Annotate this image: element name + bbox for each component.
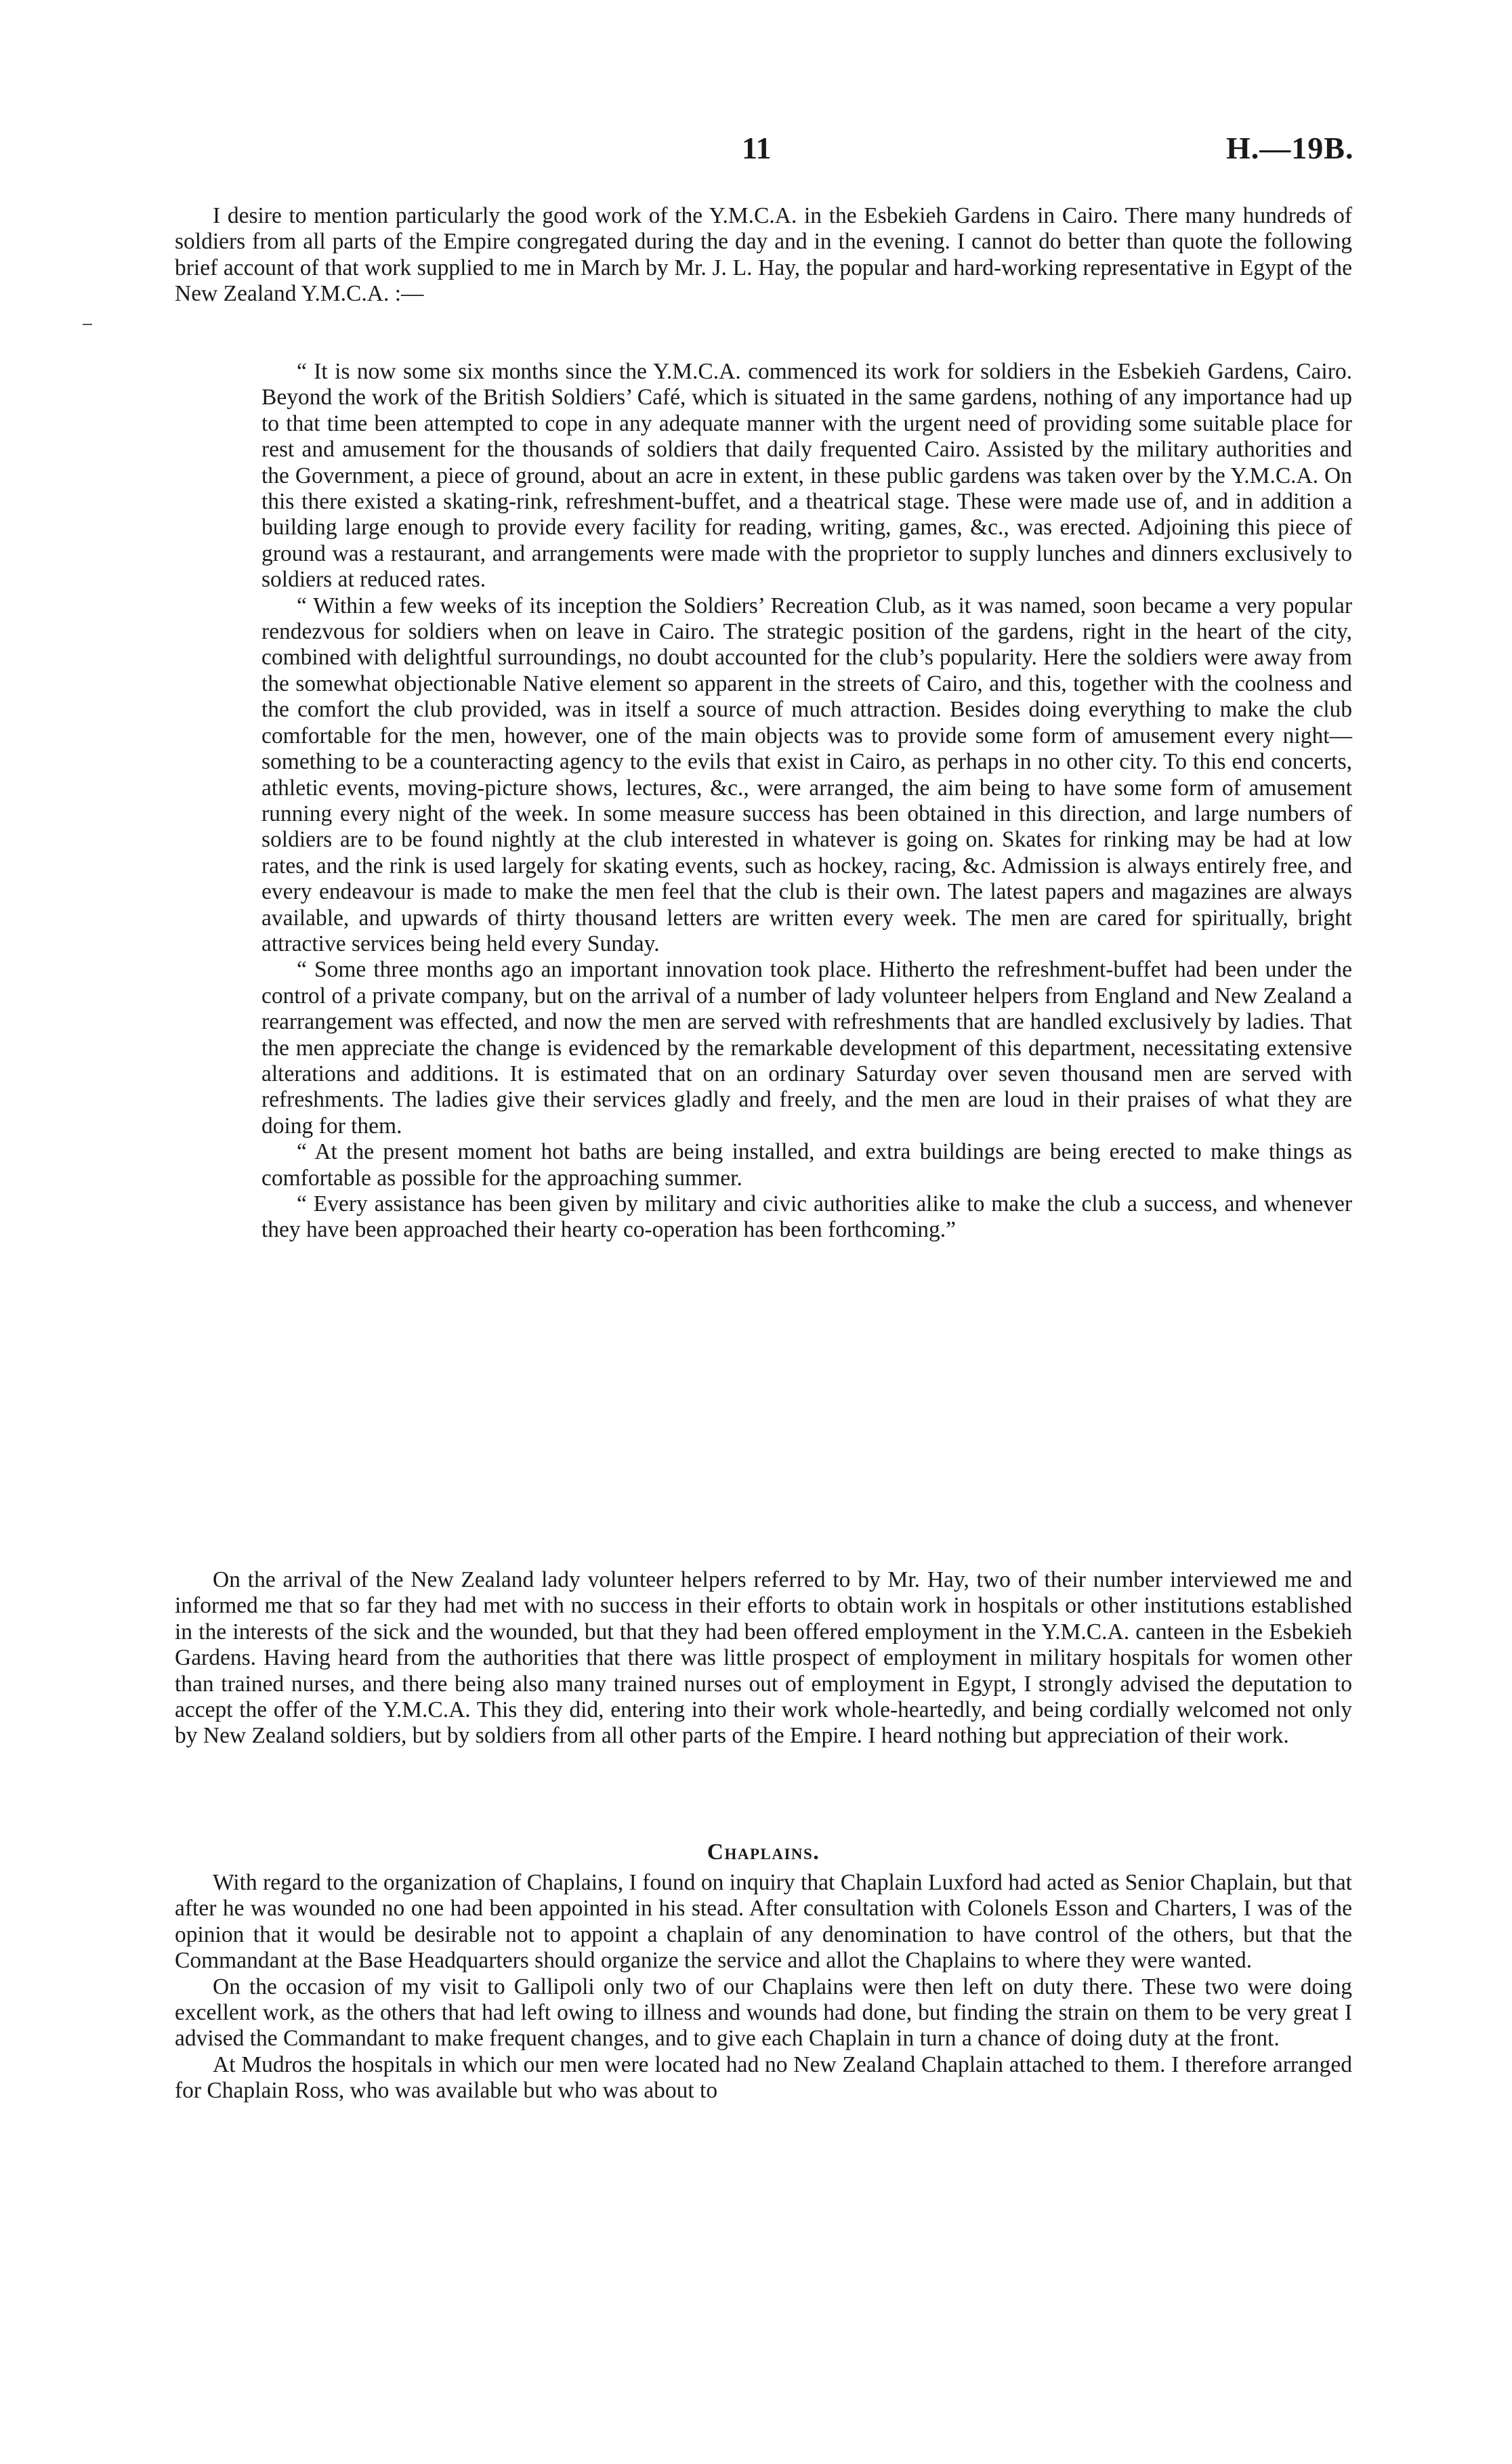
quote-paragraph: “ Within a few weeks of its inception the Soldiers’ Recreation Club, as it was named, soon became a very popular rendezvous for soldiers when on leave in Cairo. The strategic position of the gardens, right in the heart of the city, combined with delightful surroundings, no doubt accounted for the club’s popularity. Here the soldiers were away from the somewhat objectionable Native element so apparent in the streets of Cairo, and this, together with the coolness and the comfort the club provided, was in itself a source of much attraction. Besides doing everything to make the club comfortable for the men, however, one of the main objects was to provide some form of amusement every night—something to be a counteracting agency to the evils that exist in Cairo, as perhaps in no other city. To this end concerts, athletic events, moving-picture shows, lectures, &c., were arranged, the aim being to have some form of amusement running every night of the week. In some measure success has been obtained in this direction, and large numbers of soldiers are to be found nightly at the club interested in whatever is going on. Skates for rinking may be had at low rates, and the rink is used largely for skating events, such as hockey, racing, &c. Admission is always entirely free, and every endeavour is made to make the men feel that the club is their own. The latest papers and magazines are always available, and upwards of thirty thousand letters are written every week. The men are cared for spiritually, bright attractive services being held every Sunday. (261, 593, 1352, 956)
page-number: 11 (742, 131, 772, 165)
chaplains-paragraph: At Mudros the hospitals in which our men were located had no New Zealand Chaplain attached to them. I therefore arranged for Chaplain Ross, who was available but who was about to (175, 2052, 1352, 2104)
intro-paragraph: I desire to mention particularly the good work of the Y.M.C.A. in the Esbekieh Gardens in Cairo. There many hundreds of soldiers from all parts of the Empire congregated during the day and in the evening. I cannot do better than quote the following brief account of that work supplied to me in March by Mr. J. L. Hay, the popular and hard-working representative in Egypt of the New Zealand Y.M.C.A. :— (175, 203, 1352, 307)
intro-section (175, 203, 1352, 307)
document-reference: H.—19B. (1226, 131, 1354, 165)
chaplains-paragraph: With regard to the organization of Chaplains, I found on inquiry that Chaplain Luxford had acted as Senior Chaplain, but that after he was wounded no one had been appointed in his stead. After consultation with Colonels Esson and Charters, I was of the opinion that it would be desirable not to appoint a chaplain of any denomination to have control of the others, but that the Commandant at the Base Headquarters should organize the service and allot the Chaplains to where they were wanted. (175, 1870, 1352, 1974)
page-header (0, 130, 1512, 171)
arrival-section (175, 1567, 1352, 1749)
section-heading: Chaplains. (707, 1840, 820, 1865)
arrival-paragraph: On the arrival of the New Zealand lady volunteer helpers referred to by Mr. Hay, two of their number interviewed me and informed me that so far they had met with no success in their efforts to obtain work in hospitals or other institutions established in the interests of the sick and the wounded, but that they had been offered employment in the Y.M.C.A. canteen in the Esbekieh Gardens. Having heard from the authorities that there was little prospect of employment in military hospitals for women other than trained nurses, and there being also many trained nurses out of employment in Egypt, I strongly advised the deputation to accept the offer of the Y.M.C.A. This they did, entering into their work whole-heartedly, and being cordially welcomed not only by New Zealand soldiers, but by soldiers from all other parts of the Empire. I heard nothing but appreciation of their work. (175, 1567, 1352, 1749)
quote-paragraph: “ Every assistance has been given by military and civic authorities alike to make the club a success, and whenever they have been approached their hearty co-operation has been forthcoming.” (261, 1191, 1352, 1243)
chaplains-section (175, 1839, 1352, 2104)
quoted-account (261, 359, 1352, 1244)
chaplains-paragraph: On the occasion of my visit to Gallipoli only two of our Chaplains were then left on duty there. These two were doing excellent work, as the others that had left owing to illness and wounds had done, but finding the strain on them to be very great I advised the Commandant to make frequent changes, and to give each Chaplain in turn a chance of doing duty at the front. (175, 1974, 1352, 2052)
margin-mark (83, 324, 92, 325)
quote-paragraph: “ It is now some six months since the Y.M.C.A. commenced its work for soldiers in the Esbekieh Gardens, Cairo. Beyond the work of the British Soldiers’ Café, which is situated in the same gardens, nothing of any importance had up to that time been attempted to cope in any adequate manner with the urgent need of providing some suitable place for rest and amusement for the thousands of soldiers that daily frequented Cairo. Assisted by the military authorities and the Government, a piece of ground, about an acre in extent, in these public gardens was taken over by the Y.M.C.A. On this there existed a skating-rink, refreshment-buffet, and a theatrical stage. These were made use of, and in addition a building large enough to provide every facility for reading, writing, games, &c., was erected. Adjoining this piece of ground was a restaurant, and arrangements were made with the proprietor to supply lunches and dinners exclusively to soldiers at reduced rates. (261, 359, 1352, 593)
quote-paragraph: “ Some three months ago an important innovation took place. Hitherto the refreshment-buffet had been under the control of a private company, but on the arrival of a number of lady volunteer helpers from England and New Zealand a rearrangement was effected, and now the men are served with refreshments that are handled exclusively by ladies. That the men appreciate the change is evidenced by the remarkable development of this department, necessitating extensive alterations and additions. It is estimated that on an ordinary Saturday over seven thousand men are served with refreshments. The ladies give their services gladly and freely, and the men are loud in their praises of what they are doing for them. (261, 957, 1352, 1139)
quote-paragraph: “ At the present moment hot baths are being installed, and extra buildings are being erected to make things as comfortable as possible for the approaching summer. (261, 1139, 1352, 1191)
